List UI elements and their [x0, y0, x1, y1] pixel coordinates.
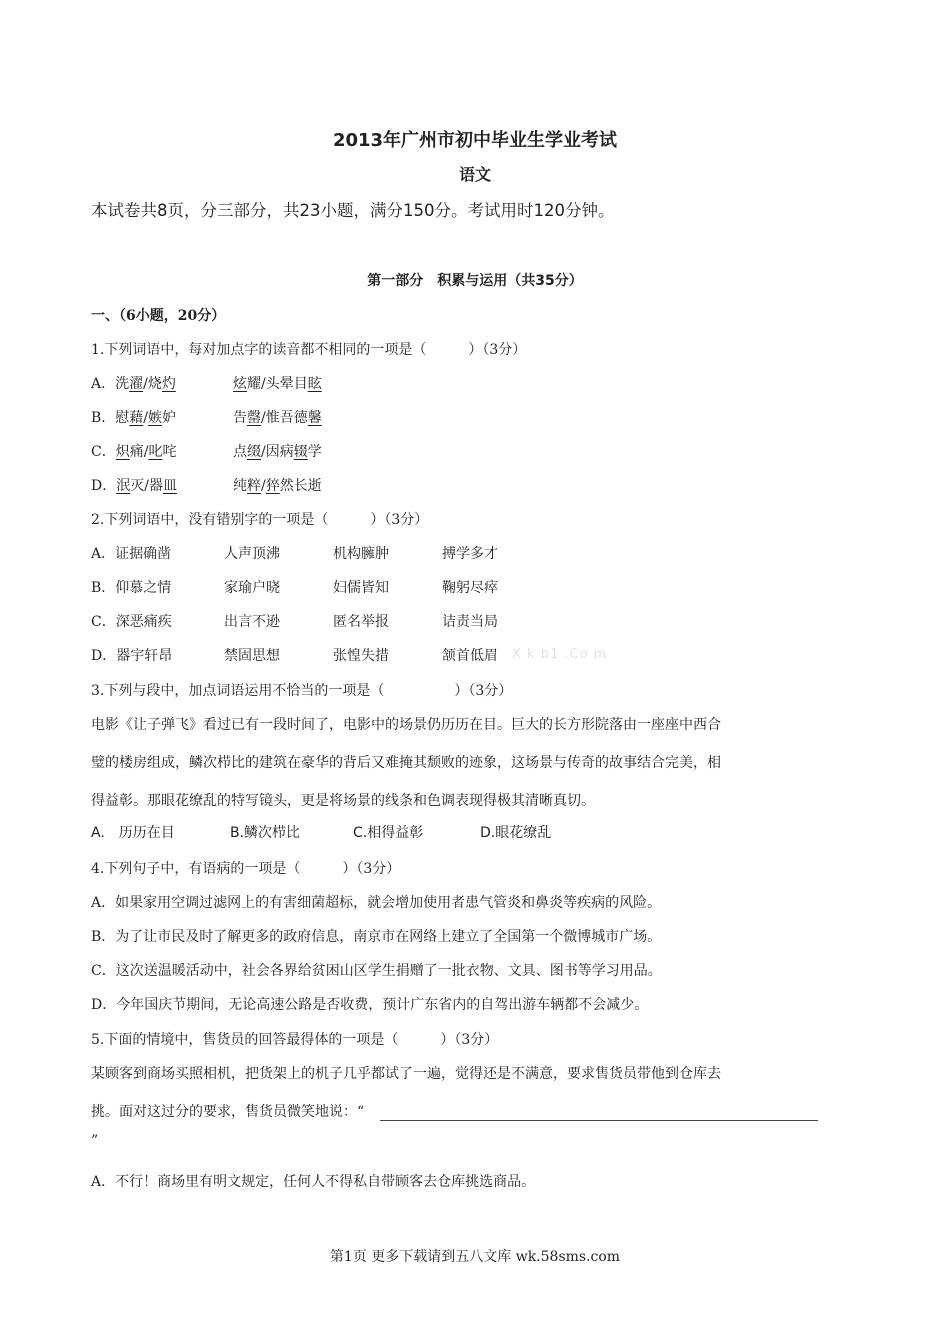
word: /惟吾德: [261, 410, 308, 426]
part-one-heading: 第一部分 积累与运用（共35分）: [367, 273, 583, 289]
word: 慰: [115, 410, 130, 426]
word: /: [143, 410, 149, 426]
dotted-char: 粹: [247, 478, 261, 494]
option-second-pair: [233, 407, 322, 427]
option-cell: 匿名举报: [333, 614, 389, 630]
dotted-char: 藉: [129, 410, 144, 426]
question-4-option-b: B．为了让市民及时了解更多的政府信息，南京市在网络上建立了全国第一个微博城市广场。: [91, 929, 662, 945]
dotted-char: 皿: [162, 478, 177, 494]
question-1-stem: 1.下列词语中，每对加点字的读音都不相同的一项是（ ）（3分）: [91, 342, 527, 358]
exam-intro: 本试卷共8页，分三部分，共23小题，满分150分。考试用时120分钟。: [91, 201, 615, 220]
word: 耀/头晕目: [247, 376, 308, 392]
option-cell: 鞠躬尽瘁: [442, 580, 498, 596]
question-3-passage-line: 电影《让子弹飞》看过已有一段时间了，电影中的场景仍历历在目。巨大的长方形院落由一座座中西合: [91, 717, 721, 733]
word: 学: [307, 444, 322, 460]
dotted-char: 灼: [161, 376, 176, 392]
question-5-passage-line: [91, 1101, 871, 1121]
option-second-pair: [233, 441, 322, 461]
option-cell: 张惶失措: [333, 648, 389, 664]
dotted-char: 馨: [307, 410, 322, 426]
exam-title: 2013年广州市初中毕业生学业考试: [332, 130, 618, 151]
dotted-char: 缀: [247, 444, 261, 460]
question-4-stem: 4.下列句子中，有语病的一项是（ ）（3分）: [91, 861, 401, 877]
word: /烧: [143, 376, 162, 392]
option-label: C．: [91, 444, 116, 460]
question-1-option-a: [91, 373, 322, 393]
option-cell: D.眼花缭乱: [480, 825, 552, 841]
question-1-option-b: [91, 407, 322, 427]
answer-blank: [380, 1106, 818, 1121]
word: /: [261, 478, 266, 494]
dotted-char: 泯: [116, 478, 131, 494]
question-1-option-c: [91, 441, 322, 461]
watermark: X k b1 .Co m: [512, 647, 608, 662]
option-cell: 搏学多才: [442, 546, 498, 562]
dotted-char: 猝: [265, 478, 280, 494]
dotted-char: 炫: [233, 376, 247, 392]
section-one-heading: 一、（6小题，20分）: [91, 308, 226, 324]
option-cell: 出言不逊: [224, 614, 280, 630]
option-label: A．: [91, 376, 116, 392]
option-cell: 家瑜户晓: [224, 580, 280, 596]
question-4-option-d: D．今年国庆节期间，无论高速公路是否收费，预计广东省内的自驾出游车辆都不会减少。: [91, 997, 649, 1013]
page-footer: 第1页 更多下载请到五八文库 wk.58sms.com: [329, 1249, 621, 1265]
word: 告: [233, 410, 247, 426]
option-cell: C.相得益彰: [353, 825, 424, 841]
dotted-char: 眩: [307, 376, 322, 392]
question-5-option-a: A．不行！商场里有明文规定，任何人不得私自带顾客去仓库挑选商品。: [91, 1174, 536, 1190]
option-cell: D．器宇轩昂: [91, 648, 173, 664]
word: 纯: [233, 478, 247, 494]
word: 点: [233, 444, 247, 460]
option-second-pair: [233, 475, 322, 495]
word: 灭/器: [130, 478, 163, 494]
option-cell: A．证据确凿: [91, 546, 172, 562]
option-cell: 妇儒皆知: [333, 580, 389, 596]
question-3-passage-line: 得益彰。那眼花缭乱的特写镜头，更是将场景的线条和色调表现得极其清晰真切。: [91, 793, 595, 809]
question-5-stem: 5.下面的情境中，售货员的回答最得体的一项是（ ）（3分）: [91, 1032, 499, 1048]
dotted-char: 叱: [148, 444, 163, 460]
option-cell: 颔首低眉: [442, 648, 498, 664]
option-cell: B.鳞次栉比: [230, 825, 301, 841]
closing-quote: ”: [91, 1133, 99, 1149]
option-second-pair: [233, 373, 322, 393]
word: 咤: [162, 444, 177, 460]
dotted-char: 辍: [293, 444, 308, 460]
subject-heading: 语文: [458, 165, 491, 184]
word: 妒: [162, 410, 177, 426]
question-5-passage-line: 某顾客到商场买照相机，把货架上的机子几乎都试了一遍，觉得还是不满意，要求售货员带他到仓库去: [91, 1066, 721, 1082]
question-1-option-d: [91, 475, 322, 495]
question-3-stem: 3.下列与段中，加点词语运用不恰当的一项是（ ）（3分）: [91, 683, 513, 699]
option-cell: 诘责当局: [442, 614, 498, 630]
option-cell: A. 历历在目: [91, 825, 175, 841]
passage-text: 挑。面对这过分的要求，售货员微笑地说：“: [91, 1104, 365, 1120]
option-cell: 机构臃肿: [333, 546, 389, 562]
option-label: D．: [91, 478, 117, 494]
question-4-option-c: C．这次送温暖活动中，社会各界给贫困山区学生捐赠了一批衣物、文具、图书等学习用品。: [91, 963, 662, 979]
option-cell: 人声顶沸: [224, 546, 280, 562]
dotted-char: 罄: [247, 410, 261, 426]
word: 痛/: [129, 444, 149, 460]
option-cell: B．仰慕之情: [91, 580, 172, 596]
option-cell: C．深恶痛疾: [91, 614, 172, 630]
dotted-char: 濯: [129, 376, 144, 392]
option-cell: 禁固思想: [224, 648, 280, 664]
dotted-char: 炽: [115, 444, 130, 460]
word: 洗: [115, 376, 130, 392]
word: 然长逝: [279, 478, 322, 494]
option-label: B．: [91, 410, 116, 426]
question-4-option-a: A．如果家用空调过滤网上的有害细菌超标，就会增加使用者患气管炎和鼻炎等疾病的风险。: [91, 895, 662, 911]
dotted-char: 嫉: [148, 410, 163, 426]
word: /因病: [261, 444, 294, 460]
question-2-stem: 2.下列词语中，没有错别字的一项是（ ）（3分）: [91, 512, 429, 528]
question-3-passage-line: 璧的楼房组成，鳞次栉比的建筑在豪华的背后又难掩其颓败的迹象，这场景与传奇的故事结合完美，相: [91, 755, 721, 771]
